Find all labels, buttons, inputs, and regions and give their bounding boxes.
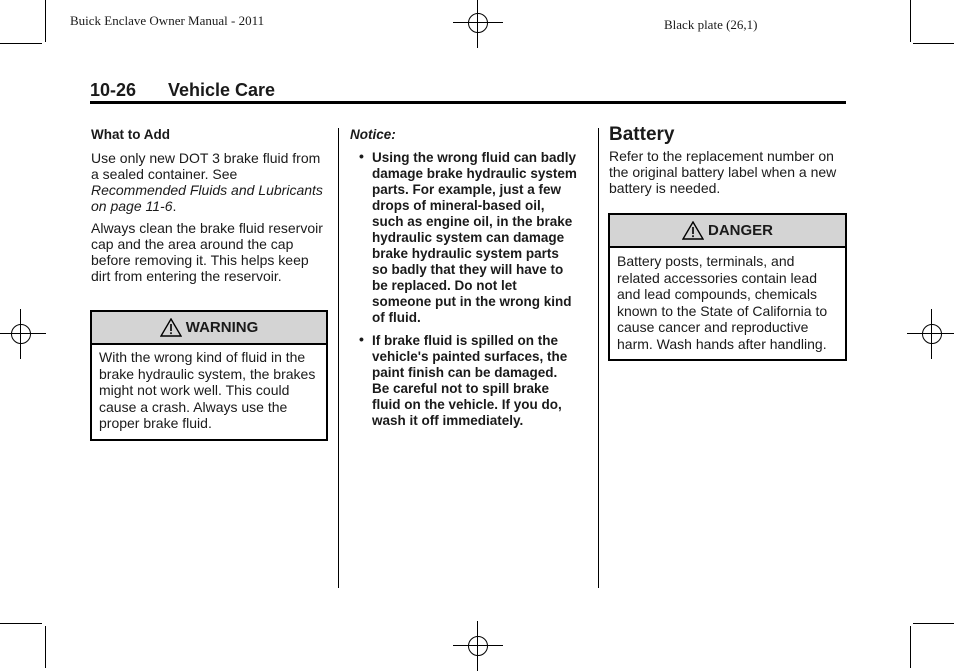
paragraph: Always clean the brake fluid reservoir cap and the area around the cap before removing it. This helps keep dirt from entering the reservoir. [91,220,323,284]
column-divider [338,128,339,588]
section-title: Vehicle Care [168,80,276,100]
warning-triangle-icon [682,221,704,240]
list-item [350,150,578,326]
crop-mark [45,626,46,668]
notice-label: Notice: [350,127,396,142]
crop-mark [910,626,911,668]
registration-mark-icon [917,319,947,349]
danger-header [610,215,845,248]
crop-mark [913,623,954,624]
cross-reference: Recommended Fluids and Lubricants on page 11-6 [91,182,323,214]
crop-mark [0,623,42,624]
column-2 [350,127,578,436]
warning-triangle-icon [160,318,182,337]
crop-mark [45,0,46,42]
registration-mark-icon [6,319,36,349]
danger-label: DANGER [707,222,773,239]
registration-mark-icon [463,631,493,661]
title-rule [90,101,846,104]
bullet: • [359,148,364,164]
section-heading: What to Add [91,127,170,142]
column-divider [598,128,599,588]
battery-heading: Battery [609,124,675,145]
page-number: 10-26 [90,80,137,100]
paragraph: Refer to the replacement number on the original battery label when a new battery is needed. [609,148,837,196]
warning-header [92,312,326,345]
column-1 [91,127,323,284]
registration-mark-icon [463,8,493,38]
bullet-text: If brake fluid is spilled on the vehicle's painted surfaces, the paint finish can be damaged. Be careful not to spill brake fluid on the vehicle. If you do, wash it off immediately. [372,333,568,428]
page-title [90,80,275,101]
list-item [350,333,578,429]
crop-mark [913,43,954,44]
paragraph-end: . [172,198,177,214]
warning-label: WARNING [185,319,259,336]
danger-text: Battery posts, terminals, and related accessories contain lead and lead compounds, chemicals known to the State of California to cause cancer and reproductive harm. Wash hands after handling. [617,253,828,352]
plate-info: Black plate (26,1) [664,17,758,32]
paragraph-text: Use only new DOT 3 brake fluid from a sealed container. See [91,150,321,182]
warning-box [90,310,328,441]
danger-box [608,213,847,361]
crop-mark [0,43,42,44]
manual-title: Buick Enclave Owner Manual - 2011 [70,13,265,28]
column-3 [609,124,846,196]
crop-mark [910,0,911,42]
bullet-text: Using the wrong fluid can badly damage brake hydraulic system parts. For example, just a few drops of mineral-based oil, such as engine oil, in the brake hydraulic system can damage brake hydraulic system parts so badly that they will have to be replaced. Do not let someone put in the wrong kind of fluid. [372,150,577,325]
notice-list [350,150,578,429]
warning-text: With the wrong kind of fluid in the brake hydraulic system, the brakes might not work well. This could cause a crash. Always use the proper brake fluid. [99,349,316,432]
paragraph [91,150,323,214]
bullet: • [359,331,364,347]
